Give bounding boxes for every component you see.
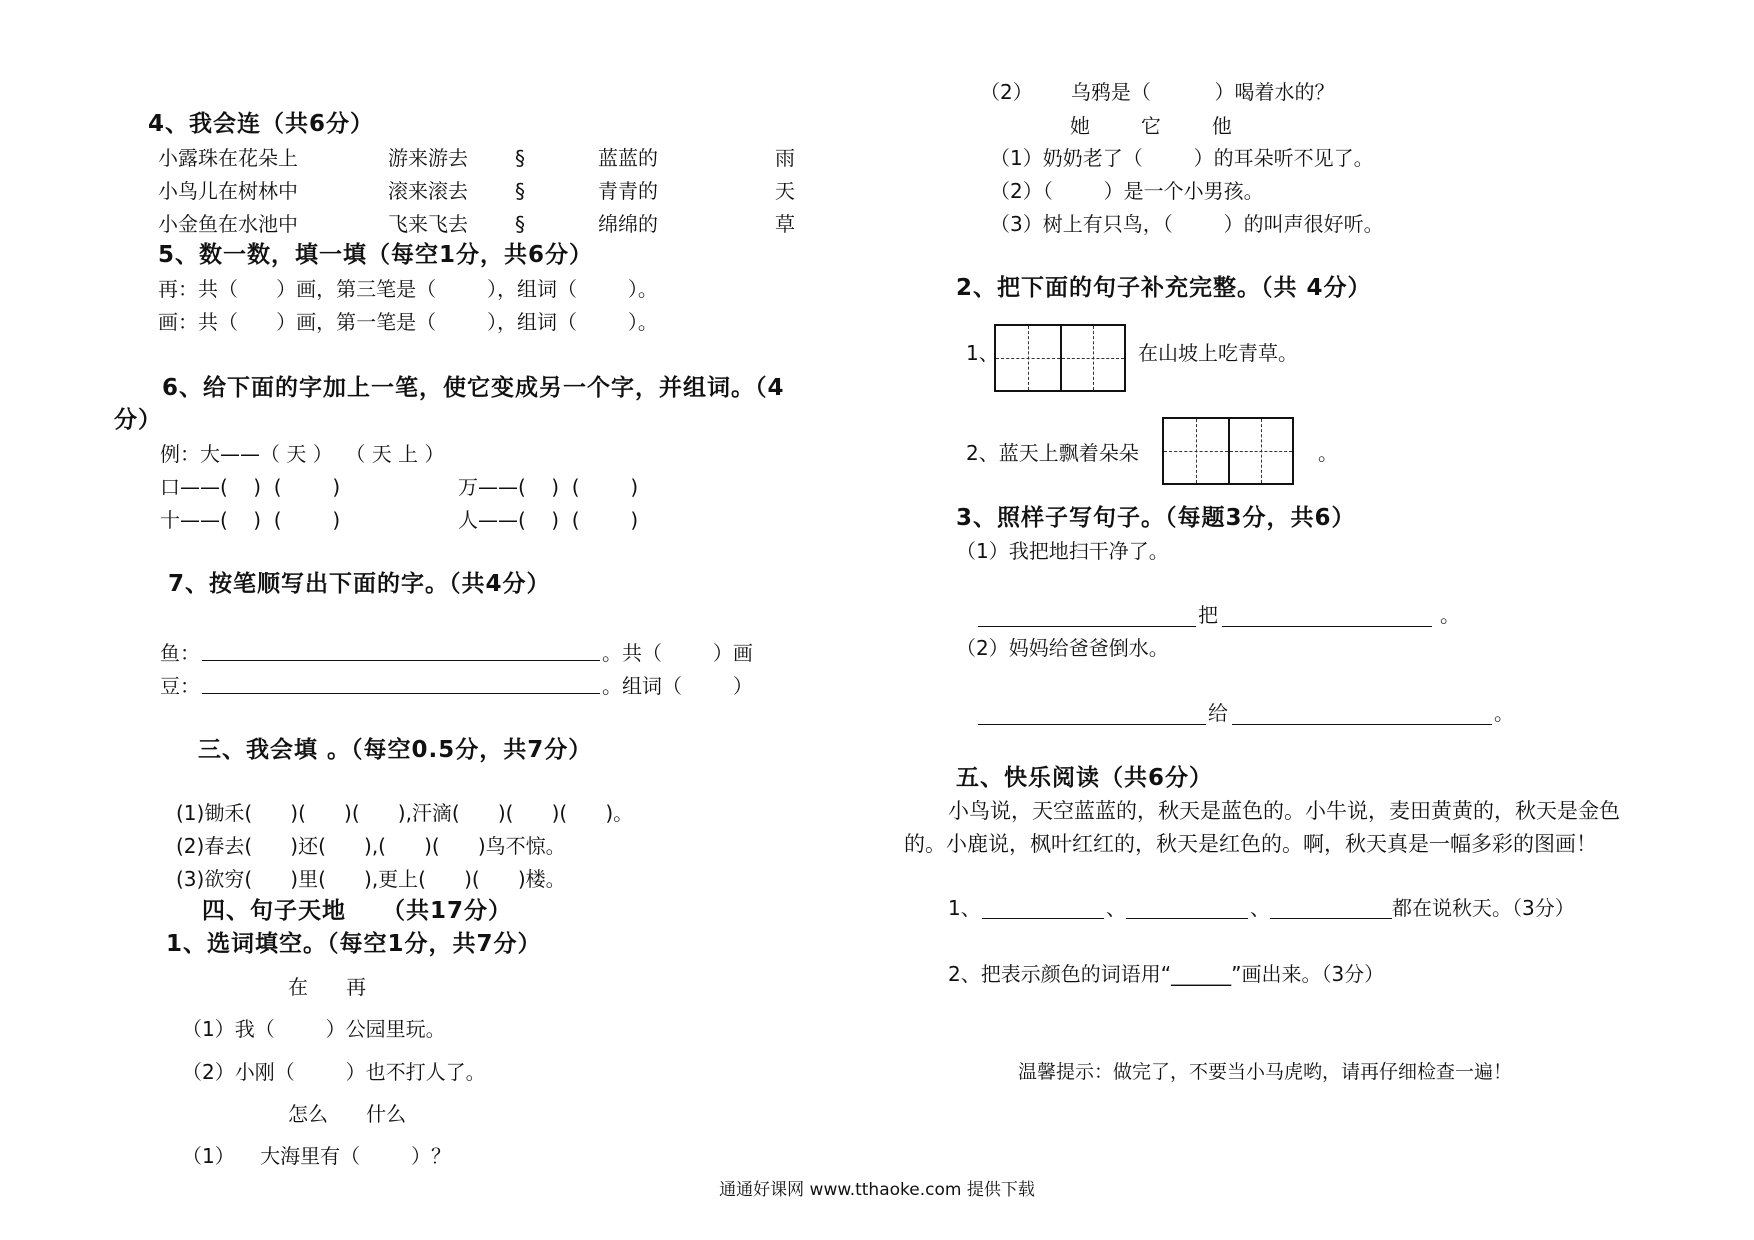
q5-line1: 再：共（ ）画，第三笔是（ ），组词（ ）。 xyxy=(158,277,658,301)
q4-row2-c: 青青的 xyxy=(598,179,658,203)
q2-s2-writing-grid[interactable] xyxy=(1162,417,1294,485)
q6-row2-a: 十——( ) ( ) xyxy=(160,508,341,532)
writing-cell[interactable] xyxy=(1060,326,1124,390)
q4-row3-c: 绵绵的 xyxy=(598,212,658,236)
warm-tip: 温馨提示：做完了，不要当小马虎哟，请再仔细检查一遍！ xyxy=(1018,1061,1513,1083)
s5-q1-sep-2: 、 xyxy=(1250,896,1270,920)
q3-s2-blank-a[interactable] xyxy=(978,724,1206,725)
q3-title: 3、照样子写句子。（每题3分，共6） xyxy=(956,505,1356,531)
s4-title: 四、句子天地 （共17分） xyxy=(202,898,513,924)
s3-title: 三、我会填 。（每空0.5分，共7分） xyxy=(198,737,593,763)
q3-s1-blank-a[interactable] xyxy=(978,626,1196,627)
s5-title: 五、快乐阅读（共6分） xyxy=(956,765,1214,791)
s4-q1-item2: （2）小刚（ ）也不打人了。 xyxy=(182,1060,486,1084)
s5-q1-blank-3[interactable] xyxy=(1270,918,1392,919)
s5-q1-blank-2[interactable] xyxy=(1126,918,1248,919)
q7-row2-answer-line[interactable] xyxy=(202,693,600,694)
q4-row1-b: 游来游去 xyxy=(388,146,468,170)
q6-title: 6、给下面的字加上一笔，使它变成另一个字，并组词。（4 xyxy=(162,375,785,401)
q2-s2-tail: 。 xyxy=(1318,441,1338,465)
q2-title: 2、把下面的句子补充完整。（共 4分） xyxy=(956,275,1372,301)
s5-q1-tail: 都在说秋天。（3分） xyxy=(1392,896,1575,920)
q3-s1-blank-b[interactable] xyxy=(1222,626,1432,627)
q6-row1-a: 口——( ) ( ) xyxy=(160,475,341,499)
q4-row3-d: 草 xyxy=(775,212,795,236)
s5-q1-blank-1[interactable] xyxy=(982,918,1104,919)
writing-cell[interactable] xyxy=(996,326,1060,390)
s4-word-choices-2: 怎么 什么 xyxy=(288,1102,407,1126)
q4-row1-c: 蓝蓝的 xyxy=(598,146,658,170)
s3-line3: (3)欲穷( )里( ),更上( )( )楼。 xyxy=(176,867,566,891)
s4-q1-item1: （1）我（ ）公园里玩。 xyxy=(182,1017,446,1041)
q7-row1-tail: 。共（ ）画 xyxy=(602,641,753,665)
s5-passage: 小鸟说，天空蓝蓝的，秋天是蓝色的。小牛说，麦田黄黄的，秋天是金色的。小鹿说，枫叶红红的，秋天是红色的。啊，秋天真是一幅多彩的图画！ xyxy=(904,799,1620,856)
q6-example: 例：大——（ 天 ） （ 天 上 ） xyxy=(160,442,445,466)
q4-row2-d: 天 xyxy=(775,179,795,203)
q5-title: 5、数一数，填一填（每空1分，共6分） xyxy=(158,242,594,268)
s4-q1-title: 1、选词填空。（每空1分，共7分） xyxy=(166,931,542,957)
q6-title-cont: 分） xyxy=(114,407,162,433)
q6-row2-b: 人——( ) ( ) xyxy=(458,508,639,532)
q5-line2: 画：共（ ）画，第一笔是（ ），组词（ ）。 xyxy=(158,310,658,334)
q7-title: 7、按笔顺写出下面的字。（共4分） xyxy=(168,571,551,597)
s4-q1-item3: （1） 大海里有（ ）？ xyxy=(182,1144,452,1168)
q3-s1-mid: 把 xyxy=(1198,603,1218,627)
q4-row2-a: 小鸟儿在树林中 xyxy=(158,179,298,203)
q4-row3-a: 小金鱼在水池中 xyxy=(158,212,298,236)
q2-s1-writing-grid[interactable] xyxy=(994,324,1126,392)
q7-row2-label: 豆： xyxy=(160,674,200,698)
q4-row3-b: 飞来飞去 xyxy=(388,212,468,236)
s4-word-choices-1: 在 再 xyxy=(288,975,367,999)
rc-l3: （2）（ ）是一个小男孩。 xyxy=(990,179,1264,203)
s3-line2: (2)春去( )还( ),( )( )鸟不惊。 xyxy=(176,834,566,858)
s5-q1-num: 1、 xyxy=(948,896,981,920)
q7-row1-answer-line[interactable] xyxy=(202,660,600,661)
q3-s1: （1）我把地扫干净了。 xyxy=(956,539,1169,563)
s5-q1-sep-1: 、 xyxy=(1106,896,1126,920)
writing-cell[interactable] xyxy=(1164,419,1228,483)
q4-row1-d: 雨 xyxy=(775,146,795,170)
q2-s2-head: 2、蓝天上飘着朵朵 xyxy=(966,441,1139,465)
rc-word-choices: 她 它 他 xyxy=(1070,114,1232,138)
writing-cell[interactable] xyxy=(1228,419,1292,483)
footer-source: 通通好课网 www.tthaoke.com 提供下载 xyxy=(719,1180,1035,1200)
q4-row2-mark: § xyxy=(515,179,525,203)
q3-s2: （2）妈妈给爸爸倒水。 xyxy=(956,636,1169,660)
q3-s1-end: 。 xyxy=(1440,603,1460,627)
q3-s2-mid: 给 xyxy=(1208,701,1228,725)
s3-line1: (1)锄禾( )( )( ),汗滴( )( )( )。 xyxy=(176,801,634,825)
q7-row1-label: 鱼： xyxy=(160,641,200,665)
q4-row2-b: 滚来滚去 xyxy=(388,179,468,203)
q3-s2-end: 。 xyxy=(1494,701,1514,725)
q4-row3-mark: § xyxy=(515,212,525,236)
q3-s2-blank-b[interactable] xyxy=(1232,724,1492,725)
rc-l4: （3）树上有只鸟，（ ）的叫声很好听。 xyxy=(990,212,1384,236)
rc-l1: （2） 乌鸦是（ ）喝着水的？ xyxy=(980,80,1335,104)
rc-l2: （1）奶奶老了（ ）的耳朵听不见了。 xyxy=(990,146,1374,170)
q4-row1-a: 小露珠在花朵上 xyxy=(158,146,298,170)
s5-q2: 2、把表示颜色的词语用“______”画出来。（3分） xyxy=(948,962,1385,986)
q2-s1-tail: 在山坡上吃青草。 xyxy=(1138,341,1298,365)
q4-title: 4、我会连（共6分） xyxy=(148,111,375,137)
q7-row2-tail: 。组词（ ） xyxy=(602,674,753,698)
q4-row1-mark: § xyxy=(515,146,525,170)
q6-row1-b: 万——( ) ( ) xyxy=(458,475,639,499)
q2-s1-num: 1、 xyxy=(966,341,999,365)
